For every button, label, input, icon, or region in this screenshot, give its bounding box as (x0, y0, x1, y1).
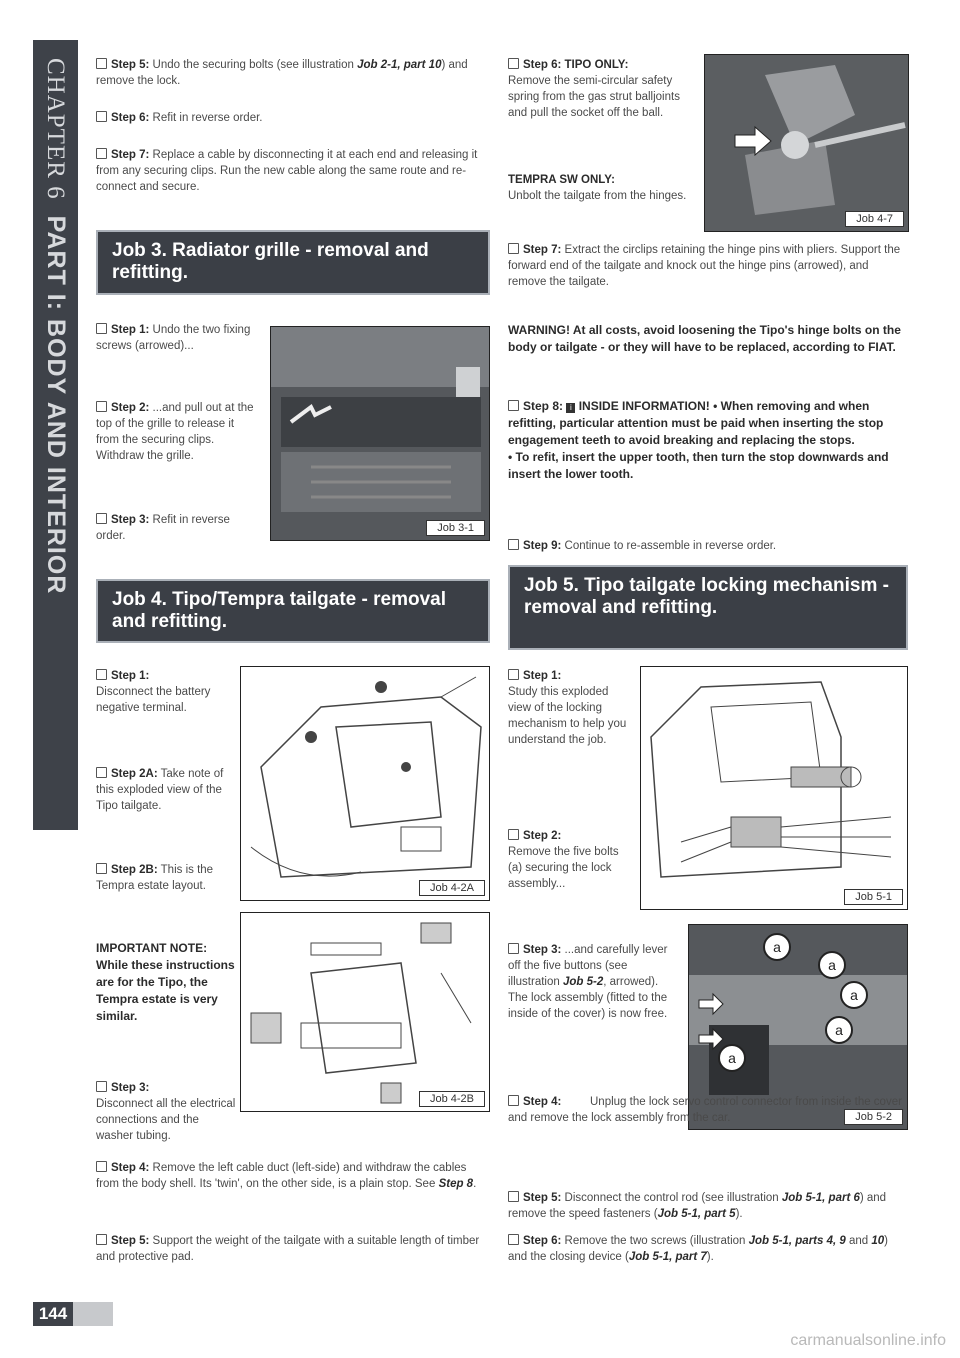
important-note: IMPORTANT NOTE: While these instructions are for the Tipo, the Tempra estate is very similar. (96, 941, 235, 1023)
inside-information-icon: i (566, 403, 575, 413)
checkbox-icon (96, 111, 107, 122)
radiator-grille-photo (271, 327, 490, 541)
checkbox-icon (96, 401, 107, 412)
job5-step-5: Step 5: Disconnect the control rod (see illustration Job 5-1, part 6) and remove the speed fasteners (Job 5-1, part 5). (508, 1192, 887, 1220)
chapter-label: CHAPTER 6 (42, 58, 70, 200)
job5-step-3: Step 3: ...and carefully lever off the five buttons (see illustration Job 5-2, arrowed). The lock assembly (fitted to the inside of the cover) is now free. (508, 944, 668, 1020)
job4-step-4: Step 4: Remove the left cable duct (left-side) and withdraw the cables from the body shell. Its 'twin', on the other side, is a plain stop. See Step 8. (96, 1162, 477, 1190)
job4-step-1: Step 1: Disconnect the battery negative terminal. (96, 670, 211, 714)
label-a1: a (773, 939, 781, 955)
part-label: PART I: BODY AND INTERIOR (42, 215, 70, 595)
job5-step-1: Step 1: Study this exploded view of the locking mechanism to help you understand the job. (508, 670, 627, 746)
checkbox-icon (508, 1234, 519, 1245)
checkbox-icon (96, 148, 107, 159)
watermark: carmanualsonline.info (790, 1332, 946, 1349)
caption-job4-7: Job 4-7 (845, 211, 904, 227)
checkbox-icon (96, 767, 107, 778)
caption-job5-1: Job 5-1 (844, 889, 903, 905)
page-number: 144 (33, 1302, 73, 1326)
checkbox-icon (96, 863, 107, 874)
right-step-8: Step 8: i INSIDE INFORMATION! • When removing and when refitting, particular attention must be paid when inserting the stop engagement teeth to avoid breaking and replacing the stops. • To refit, insert the upper tooth, then turn the stop downwards and insert the lower tooth. (508, 399, 889, 481)
left-step-6: Step 6: Refit in reverse order. (96, 110, 481, 126)
caption-job4-2a: Job 4-2A (419, 880, 485, 896)
checkbox-icon (96, 669, 107, 680)
caption-job3-1: Job 3-1 (426, 520, 485, 536)
right-step-7: Step 7: Extract the circlips retaining the hinge pins with pliers. Support the forward end of the tailgate and knock out the hinge pins (arrowed), and remove the tailgate. (508, 244, 901, 288)
label-a3: a (850, 987, 858, 1003)
checkbox-icon (508, 943, 519, 954)
photo-job3-1 (270, 326, 490, 541)
checkbox-icon (508, 243, 519, 254)
job4-step-2b: Step 2B: This is the Tempra estate layout. (96, 864, 214, 892)
photo-job4-7 (704, 54, 909, 232)
left-step-5: Step 5: Undo the securing bolts (see illustration Job 2-1, part 10) and remove the lock. (96, 59, 468, 87)
label-a2: a (828, 957, 836, 973)
page-number-block (33, 1302, 113, 1326)
job4-step-5: Step 5: Support the weight of the tailgate with a suitable length of timber and protective pad. (96, 1235, 480, 1263)
right-step-6: Step 6: TIPO ONLY: Remove the semi-circular safety spring from the gas strut balljoints and pull the socket off the ball. (508, 59, 680, 119)
left-step-7: Step 7: Replace a cable by disconnecting it at each end and releasing it from any securing clips. Run the new cable along the same route and re-connect and secure. (96, 149, 478, 193)
checkbox-icon (96, 58, 107, 69)
job3-step-1: Step 1: Undo the two fixing screws (arrowed)... (96, 324, 251, 352)
job5-step-6: Step 6: Remove the two screws (illustration Job 5-1, parts 4, 9 and 10) and the closing device (Job 5-1, part 7). (508, 1235, 889, 1263)
caption-job5-2: Job 5-2 (844, 1109, 903, 1125)
job4-step-2a: Step 2A: Take note of this exploded view of the Tipo tailgate. (96, 768, 224, 812)
job4-step-3a: Step 3: Disconnect all the electrical connections and the washer tubing. (96, 1082, 236, 1142)
job3-step-3: Step 3: Refit in reverse order. (96, 514, 230, 542)
sidebar-title (33, 40, 78, 830)
checkbox-icon (508, 829, 519, 840)
checkbox-icon (508, 1191, 519, 1202)
checkbox-icon (96, 1161, 107, 1172)
chapter-sidebar (33, 40, 78, 830)
label-a4: a (835, 1022, 843, 1038)
label-a5: a (728, 1050, 736, 1066)
warning-note: WARNING! At all costs, avoid loosening the Tipo's hinge bolts on the body or tailgate - or they will have to be replaced, according to FIAT. (508, 323, 901, 354)
diagram-job4-2a (240, 666, 490, 901)
checkbox-icon (96, 1081, 107, 1092)
checkbox-icon (96, 1234, 107, 1245)
tempra-tailgate-exploded-diagram (241, 913, 490, 1112)
checkbox-icon (96, 513, 107, 524)
job5-step-2: Step 2: Remove the five bolts (a) securing the lock assembly... (508, 830, 619, 890)
gas-strut-photo (705, 55, 909, 232)
checkbox-icon (96, 323, 107, 334)
locking-mechanism-exploded-diagram (641, 667, 908, 910)
checkbox-icon (508, 539, 519, 550)
tipo-tailgate-exploded-diagram (241, 667, 490, 901)
job3-step-2: Step 2: ...and pull out at the top of the grille to release it from the securing clips. Withdraw the grille. (96, 402, 254, 462)
job4-banner: Job 4. Tipo/Tempra tailgate - removal and refitting. (96, 579, 490, 643)
checkbox-icon (508, 400, 519, 411)
tempra-note: TEMPRA SW ONLY: Unbolt the tailgate from the hinges. (508, 174, 687, 202)
right-step-9: Step 9: Continue to re-assemble in reverse order. (508, 538, 908, 554)
diagram-job5-1 (640, 666, 908, 910)
job5-step-4: Step 4: (508, 1094, 908, 1110)
job5-step-4-text: Unplug the lock servo control connector from inside the cover and remove the lock assembly from the car. (508, 1096, 902, 1124)
checkbox-icon (508, 669, 519, 680)
diagram-job4-2b (240, 912, 490, 1112)
job5-banner: Job 5. Tipo tailgate locking mechanism - removal and refitting. (508, 565, 908, 650)
checkbox-icon (508, 58, 519, 69)
job3-banner: Job 3. Radiator grille - removal and refitting. (96, 230, 490, 295)
caption-job4-2b: Job 4-2B (419, 1091, 485, 1107)
